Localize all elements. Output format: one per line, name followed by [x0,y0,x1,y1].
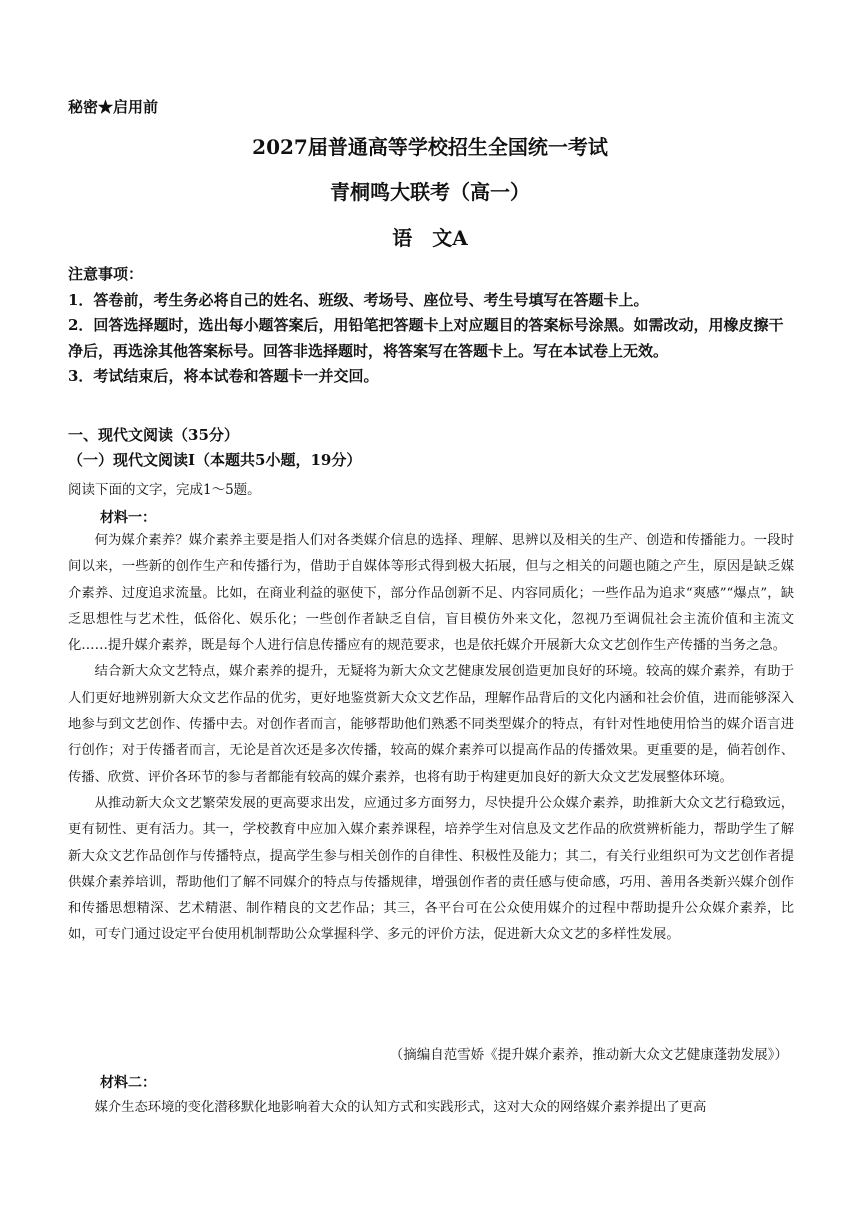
section-subtitle: （一）现代文阅读Ⅰ（本题共5小题，19分） [68,451,362,469]
notice-item: 1．答卷前，考生务必将自己的姓名、班级、考场号、座位号、考生号填写在答题卡上。 [68,290,649,309]
material-2-label: 材料二： [100,1075,156,1091]
paragraph: 何为媒介素养？媒介素养主要是指人们对各类媒介信息的选择、理解、思辨以及相关的生产、创造和传播能力。一段时间以来，一些新的创作生产和传播行为，借助于自媒体等形式得到极大拓展，但与之相关的问题也随之产生，原因是缺乏媒介素养、过度追求流量。比如，在商业利益的驱使下，部分作品创新不足、内容同质化；一些作品为追求“爽感”“爆点”，缺乏思想性与艺术性，低俗化、娱乐化；一些创作者缺乏自信，盲目模仿外来文化，忽视乃至调侃社会主流价值和主流文化……提升媒介素养，既是每个人进行信息传播应有的规范要求，也是依托媒介开展新大众文艺创作生产传播的当务之急。 [68,533,794,654]
exam-subtitle: 青桐鸣大联考（高一） [330,180,530,204]
notice-heading: 注意事项： [68,265,144,283]
notice-block [68,262,798,390]
section-heading-block [68,423,798,473]
exam-title: 2027届普通高等学校招生全国统一考试 [252,135,608,159]
section-intro: 阅读下面的文字，完成1～5题。 [68,482,261,498]
confidential-mark: 秘密★启用前 [68,98,159,116]
paragraph: 结合新大众文艺特点，媒介素养的提升，无疑将为新大众文艺健康发展创造更加良好的环境。较高的媒介素养，有助于人们更好地辨别新大众文艺作品的优劣，更好地鉴赏新大众文艺作品，理解作品背后的文化内涵和社会价值，进而能够深入地参与到文艺创作、传播中去。对创作者而言，能够帮助他们熟悉不同类型媒介的特点，有针对性地使用恰当的媒介语言进行创作；对于传播者而言，无论是首次还是多次传播，较高的媒介素养可以提高作品的传播效果。更重要的是，倘若创作、传播、欣赏、评价各环节的参与者都能有较高的媒介素养，也将有助于构建更加良好的新大众文艺发展整体环境。 [68,664,794,785]
notice-item: 3．考试结束后，将本试卷和答题卡一并交回。 [68,367,379,385]
material-1-source: （摘编自范雪娇《提升媒介素养，推动新大众文艺健康蓬勃发展》） [389,1047,788,1063]
notice-item: 2．回答选择题时，选出每小题答案后，用铅笔把答题卡上对应题目的答案标号涂黑。如需改动，用橡皮擦干净后，再选涂其他答案标号。回答非选择题时，将答案写在答题卡上。写在本试卷上无效。 [68,316,784,360]
subject-title: 语 文A [392,226,468,250]
material-2-text [68,1095,794,1121]
section-title: 一、现代文阅读（35分） [68,426,239,444]
paragraph: 从推动新大众文艺繁荣发展的更高要求出发，应通过多方面努力，尽快提升公众媒介素养，助推新大众文艺行稳致远，更有韧性、更有活力。其一，学校教育中应加入媒介素养课程，培养学生对信息及文艺作品的欣赏辨析能力，帮助学生了解新大众文艺作品创作与传播特点，提高学生参与相关创作的自律性、积极性及能力；其二，有关行业组织可为文艺创作者提供媒介素养培训，帮助他们了解不同媒介的特点与传播规律，增强创作者的责任感与使命感，巧用、善用各类新兴媒介创作和传播思想精深、艺术精湛、制作精良的文艺作品；其三，各平台可在公众使用媒介的过程中帮助提升公众媒介素养，比如，可专门通过设定平台使用机制帮助公众掌握科学、多元的评价方法，促进新大众文艺的多样性发展。 [68,795,794,943]
paragraph: 媒介生态环境的变化潜移默化地影响着大众的认知方式和实践形式，这对大众的网络媒介素养提出了更高 [94,1100,707,1115]
material-1-text [68,528,794,949]
material-1-label: 材料一： [100,510,156,526]
